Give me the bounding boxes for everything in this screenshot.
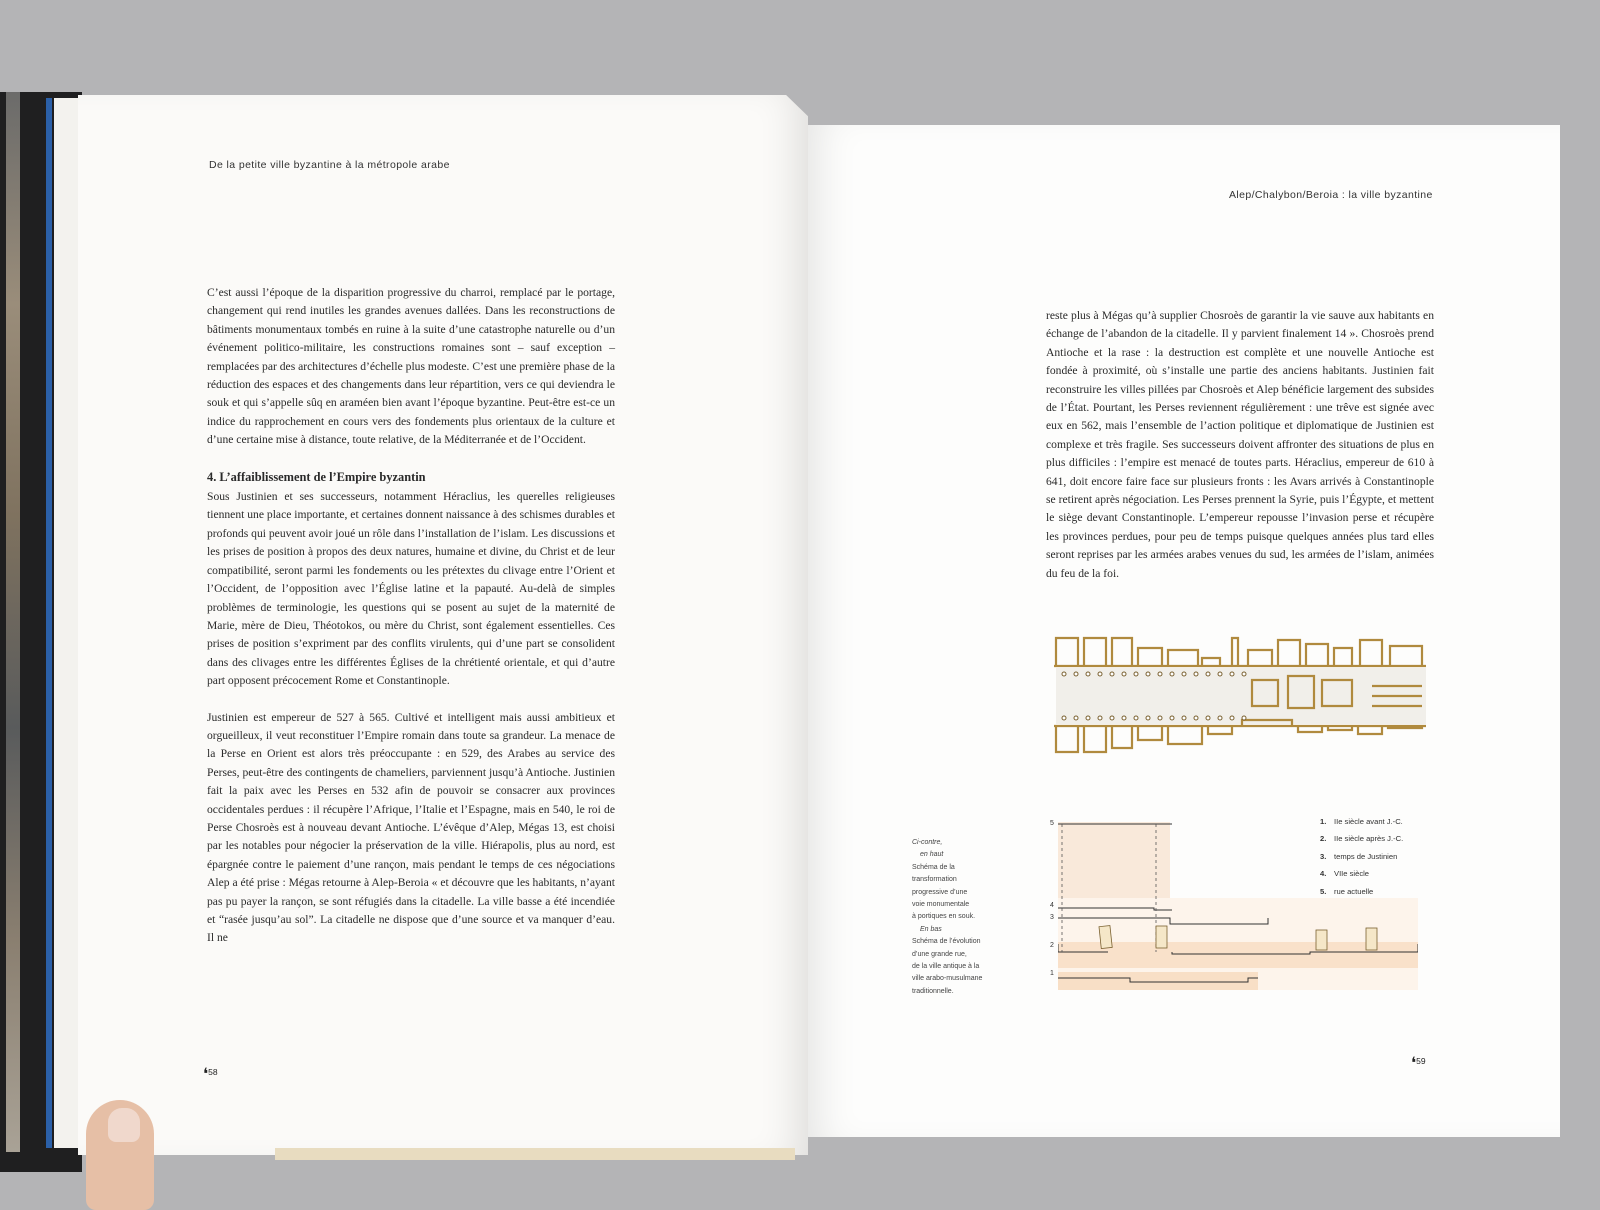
stacked-photo-edge (6, 92, 20, 1152)
legend-label: temps de Justinien (1334, 851, 1398, 861)
paragraph-3: Justinien est empereur de 527 à 565. Cultivé et intelligent mais aussi ambitieux et orgueilleux, il veut reconstituer l’Empire romain dans toute sa grandeur. La menace de la Perse en Orient est alors très préoccupante : en 529, des Arabes au service des Perses, peut-être des contingents de chameliers, parviennent jusqu’à Antioche. Justinien fait la paix avec les Perses en 532 afin de pouvoir se consacrer aux provinces occidentales perdues : il récupère l’Afrique, l’Italie et l’Espagne, mais en 540, le roi de Perse Chosroès est à nouveau devant Antioche. L’évêque d’Alep, Mégas 13, est choisi par les notables pour négocier la préservation de la ville. Hiérapolis, plus au nord, est épargnée contre le paiement d’une rançon, mais pendant le temps de ces négociations Alep a été prise : Mégas retourne à Alep-Beroia « et découvre que les habitants, n’ayant pas pu payer la rançon, se sont réfugiés dans la citadelle. La ville basse a été incendiée et “rasée jusqu’au sol”. La citadelle ne dispose que d’une source et va manquer d’eau. Il ne (207, 710, 615, 945)
legend-num: 1. (1320, 817, 1327, 826)
legend-num: 3. (1320, 851, 1327, 861)
right-paragraph: reste plus à Mégas qu’à supplier Chosroès de garantir la vie sauve aux habitants en échange de l’abandon de la citadelle. Il y parvient finalement 14 ». Chosroès prend Antioche et la rase : la destruction est complète et une nouvelle Antioche est fondée à proximité, où s’installe une partie des anciens habitants. Justinien fait reconstruire les villes pillées par Chosroès et Alep bénéficie largement des subsides de l’État. Pourtant, les Perses reviennent régulièrement : une trêve est signée avec eux en 562, mais l’ensemble de l’action politique et diplomatique de Justinien est complexe et très fragile. Ses successeurs doivent affronter des situations de plus en plus difficiles : l’empire est menacé de toutes parts. Héraclius, empereur de 610 à 641, doit encore faire face sur plusieurs fronts : les Avars arrivés à Constantinople se retirent après négociation. Les Perses prennent la Syrie, puis l’Égypte, et mettent le siège devant Constantinople. L’empereur repousse l’invasion perse et récupère les provinces perdues, pour peu de temps puisque quelques années plus tard elles seront reprises par les armées arabes venues du sud, les armées de l’islam, animées du feu de la foi. (1046, 309, 1434, 580)
legend-item (1320, 834, 1403, 851)
street-plan-figure (1052, 636, 1432, 754)
legend-num: 2. (1320, 834, 1327, 844)
section-axis-label: 2 (1050, 942, 1054, 949)
left-running-head: De la petite ville byzantine à la métropole arabe (209, 159, 450, 171)
caption-line: progressive d’une (912, 888, 968, 896)
caption-line: de la ville antique à la (912, 963, 980, 971)
legend-item (1320, 852, 1403, 869)
caption-line: d’une grande rue, (912, 950, 967, 958)
left-body-text (207, 284, 615, 966)
legend-num: 5. (1320, 886, 1327, 896)
folio-mark-icon: ❛ (203, 1066, 209, 1083)
bottom-page-edge (275, 1148, 795, 1160)
legend-item (1320, 869, 1403, 886)
stacked-white-pages (54, 98, 78, 1148)
legend-label: rue actuelle (1334, 886, 1374, 896)
caption-line: en haut (920, 851, 944, 859)
caption-line: traditionnelle. (912, 987, 954, 995)
section-axis-label: 1 (1050, 970, 1054, 977)
right-running-head: Alep/Chalybon/Beroia : la ville byzantine (1229, 189, 1433, 201)
caption-line: Schéma de l’évolution (912, 938, 981, 946)
paragraph-1: C’est aussi l’époque de la disparition progressive du charroi, remplacé par le portage, changement qui rend inutiles les grandes avenues dallées. Dans les reconstructions de bâtiments monumentaux tombés en ruine à la suite d’une catastrophe naturelle ou d’un événement politico-militaire, les constructions romaines sont – sauf exception – remplacées par des architectures d’échelle plus modeste. C’est une première phase de la réduction des espaces et des changements dans leur répartition, vers ce qui deviendra le souk et qui s’appelle sûq en araméen bien avant l’époque byzantine. Peut-être est-ce un indice du rapprochement en cours vers des fondements plus orientaux de la culture et d’une certaine mise à distance, toute relative, de la Méditerranée et de l’Occident. (207, 286, 615, 447)
caption-line: transformation (912, 876, 957, 884)
legend-num: 4. (1320, 869, 1327, 879)
figure-caption (912, 837, 1022, 998)
caption-line: En bas (920, 925, 942, 933)
caption-line: voie monumentale (912, 901, 970, 909)
legend-label: IIe siècle avant J.-C. (1334, 817, 1403, 826)
caption-line: Schéma de la (912, 863, 955, 871)
section-legend (1320, 817, 1403, 904)
caption-line: ville arabo-musulmane (912, 975, 983, 983)
left-folio (203, 1064, 218, 1084)
right-body-text (1046, 307, 1434, 601)
right-folio (1411, 1053, 1426, 1073)
folio-mark-icon: ❛ (1411, 1055, 1417, 1072)
left-page-number: 58 (208, 1067, 218, 1077)
legend-label: IIe siècle après J.-C. (1334, 834, 1404, 844)
caption-line: à portiques en souk. (912, 913, 976, 921)
right-page-number: 59 (1416, 1056, 1426, 1066)
legend-label: VIIe siècle (1334, 869, 1370, 879)
caption-line: Ci-contre, (912, 839, 943, 846)
section-axis-label: 5 (1050, 820, 1054, 827)
paragraph-2: Sous Justinien et ses successeurs, notamment Héraclius, les querelles religieuses tiennent une place importante, et certaines donnent naissance à des schismes durables et profonds qui peuvent avoir joué un rôle dans l’installation de l’islam. Les discussions et les prises de position à propos des deux natures, humaine et divine, du Christ et de leur compatibilité, seront parmi les fondements ou les prétextes du clivage entre l’Orient et l’Occident, de l’opposition avec l’Église latine et la papauté. Au-delà de simples problèmes de terminologie, les questions qui se posent au sujet de la maternité de Marie, mère de Dieu, Théotokos, ou mère du Christ, sont également essentielles. Ces prises de position s’expriment par des conflits virulents, qui d’une part se consolident dans des clivages entre les différentes Églises de la chrétienté orientale, et qui d’autre part opposent précocement Rome et Constantinople. (207, 490, 615, 688)
section-axis-label: 4 (1050, 902, 1054, 909)
legend-item (1320, 887, 1403, 904)
legend-item (1320, 817, 1403, 834)
section-axis-label: 3 (1050, 914, 1054, 921)
thumbnail-nail (108, 1108, 140, 1142)
section-heading: 4. L’affaiblissement de l’Empire byzantin (207, 469, 426, 484)
stacked-blue-edge (46, 98, 52, 1148)
